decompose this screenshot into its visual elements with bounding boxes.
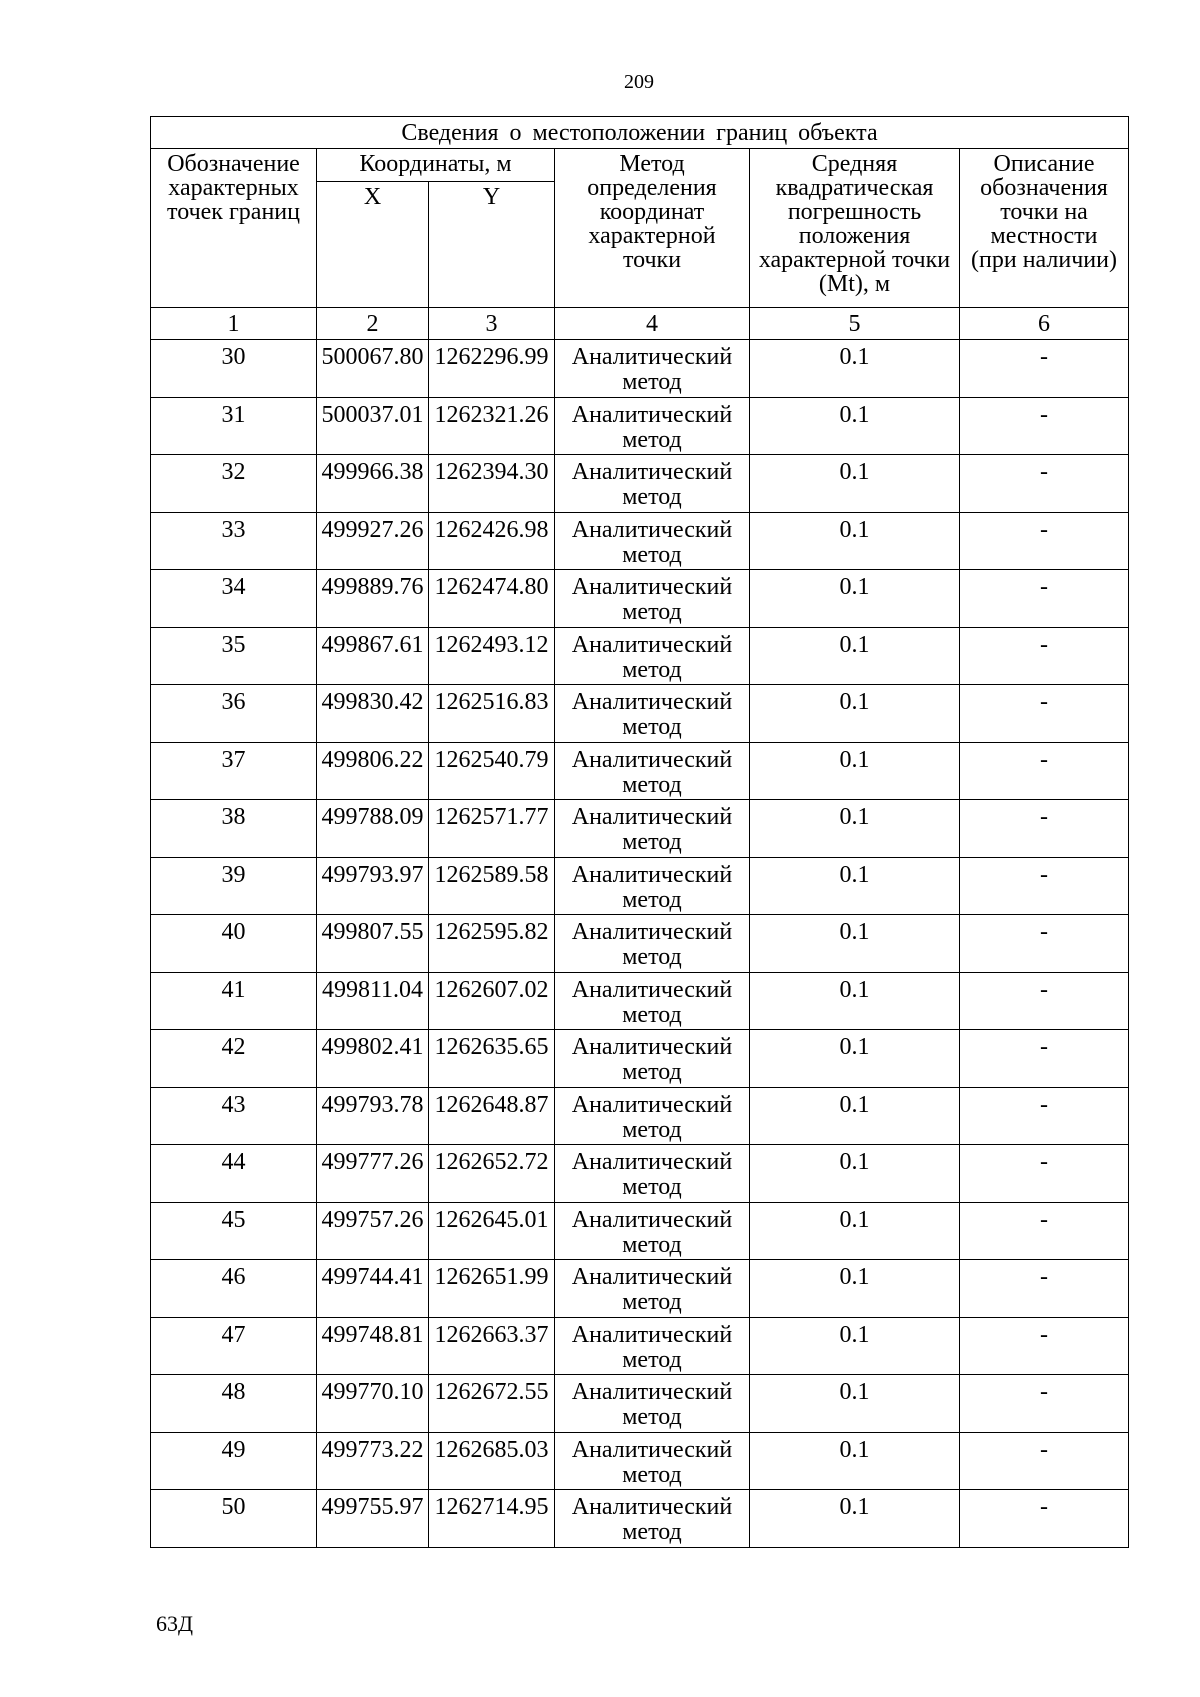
header-mean-square-error: Средняя квадратическая погрешность положения характерной точки (Mt), м bbox=[750, 149, 960, 308]
column-number: 3 bbox=[429, 308, 555, 340]
column-number: 2 bbox=[317, 308, 429, 340]
cell-description: - bbox=[960, 1087, 1129, 1145]
cell-mt: 0.1 bbox=[750, 340, 960, 398]
cell-y: 1262321.26 bbox=[429, 397, 555, 455]
cell-point: 34 bbox=[151, 570, 317, 628]
cell-method: Аналитический метод bbox=[555, 1145, 750, 1203]
footer-code: 63Д bbox=[156, 1611, 194, 1636]
table-row bbox=[151, 1490, 1129, 1548]
cell-method: Аналитический метод bbox=[555, 1260, 750, 1318]
cell-x: 499966.38 bbox=[317, 455, 429, 513]
cell-point: 31 bbox=[151, 397, 317, 455]
cell-y: 1262296.99 bbox=[429, 340, 555, 398]
cell-mt: 0.1 bbox=[750, 915, 960, 973]
table-row bbox=[151, 800, 1129, 858]
page-number: 209 bbox=[624, 71, 654, 93]
cell-description: - bbox=[960, 1432, 1129, 1490]
cell-mt: 0.1 bbox=[750, 512, 960, 570]
column-number: 5 bbox=[750, 308, 960, 340]
cell-x: 499773.22 bbox=[317, 1432, 429, 1490]
cell-x: 500037.01 bbox=[317, 397, 429, 455]
cell-x: 500067.80 bbox=[317, 340, 429, 398]
cell-mt: 0.1 bbox=[750, 1202, 960, 1260]
table-row bbox=[151, 1317, 1129, 1375]
cell-method: Аналитический метод bbox=[555, 857, 750, 915]
cell-y: 1262595.82 bbox=[429, 915, 555, 973]
cell-point: 35 bbox=[151, 627, 317, 685]
cell-y: 1262663.37 bbox=[429, 1317, 555, 1375]
cell-method: Аналитический метод bbox=[555, 455, 750, 513]
cell-point: 32 bbox=[151, 455, 317, 513]
table-row bbox=[151, 742, 1129, 800]
cell-y: 1262635.65 bbox=[429, 1030, 555, 1088]
cell-mt: 0.1 bbox=[750, 742, 960, 800]
cell-y: 1262516.83 bbox=[429, 685, 555, 743]
table-row bbox=[151, 915, 1129, 973]
cell-method: Аналитический метод bbox=[555, 570, 750, 628]
table-row bbox=[151, 857, 1129, 915]
table-row bbox=[151, 1145, 1129, 1203]
cell-y: 1262571.77 bbox=[429, 800, 555, 858]
cell-mt: 0.1 bbox=[750, 857, 960, 915]
header-x: X bbox=[317, 182, 429, 308]
column-number: 4 bbox=[555, 308, 750, 340]
column-number: 6 bbox=[960, 308, 1129, 340]
cell-description: - bbox=[960, 397, 1129, 455]
cell-y: 1262672.55 bbox=[429, 1375, 555, 1433]
cell-x: 499793.97 bbox=[317, 857, 429, 915]
cell-mt: 0.1 bbox=[750, 1432, 960, 1490]
table-header bbox=[151, 117, 1129, 340]
table-row bbox=[151, 972, 1129, 1030]
cell-y: 1262394.30 bbox=[429, 455, 555, 513]
cell-x: 499777.26 bbox=[317, 1145, 429, 1203]
cell-method: Аналитический метод bbox=[555, 742, 750, 800]
cell-point: 45 bbox=[151, 1202, 317, 1260]
table-row bbox=[151, 627, 1129, 685]
cell-method: Аналитический метод bbox=[555, 627, 750, 685]
cell-x: 499744.41 bbox=[317, 1260, 429, 1318]
cell-method: Аналитический метод bbox=[555, 800, 750, 858]
cell-y: 1262652.72 bbox=[429, 1145, 555, 1203]
cell-point: 48 bbox=[151, 1375, 317, 1433]
cell-description: - bbox=[960, 915, 1129, 973]
table-title-row bbox=[151, 117, 1129, 149]
cell-x: 499788.09 bbox=[317, 800, 429, 858]
cell-description: - bbox=[960, 1375, 1129, 1433]
cell-y: 1262474.80 bbox=[429, 570, 555, 628]
cell-description: - bbox=[960, 1202, 1129, 1260]
cell-y: 1262540.79 bbox=[429, 742, 555, 800]
table-row bbox=[151, 1030, 1129, 1088]
cell-method: Аналитический метод bbox=[555, 972, 750, 1030]
column-number: 1 bbox=[151, 308, 317, 340]
cell-method: Аналитический метод bbox=[555, 1490, 750, 1548]
cell-y: 1262589.58 bbox=[429, 857, 555, 915]
cell-y: 1262714.95 bbox=[429, 1490, 555, 1548]
cell-mt: 0.1 bbox=[750, 1375, 960, 1433]
cell-method: Аналитический метод bbox=[555, 340, 750, 398]
cell-point: 42 bbox=[151, 1030, 317, 1088]
cell-point: 49 bbox=[151, 1432, 317, 1490]
header-point-designation: Обозначение характерных точек границ bbox=[151, 149, 317, 308]
cell-method: Аналитический метод bbox=[555, 1432, 750, 1490]
cell-description: - bbox=[960, 1490, 1129, 1548]
cell-point: 50 bbox=[151, 1490, 317, 1548]
cell-description: - bbox=[960, 1317, 1129, 1375]
cell-x: 499811.04 bbox=[317, 972, 429, 1030]
cell-point: 30 bbox=[151, 340, 317, 398]
cell-method: Аналитический метод bbox=[555, 397, 750, 455]
cell-x: 499755.97 bbox=[317, 1490, 429, 1548]
cell-description: - bbox=[960, 742, 1129, 800]
table-row bbox=[151, 1260, 1129, 1318]
cell-y: 1262645.01 bbox=[429, 1202, 555, 1260]
table-body bbox=[151, 340, 1129, 1548]
header-coordinates: Координаты, м bbox=[317, 149, 555, 182]
cell-y: 1262493.12 bbox=[429, 627, 555, 685]
column-number-row bbox=[151, 308, 1129, 340]
cell-x: 499807.55 bbox=[317, 915, 429, 973]
table-title: Сведения о местоположении границ объекта bbox=[151, 117, 1129, 149]
cell-description: - bbox=[960, 1260, 1129, 1318]
cell-y: 1262685.03 bbox=[429, 1432, 555, 1490]
cell-point: 38 bbox=[151, 800, 317, 858]
cell-x: 499757.26 bbox=[317, 1202, 429, 1260]
cell-method: Аналитический метод bbox=[555, 1317, 750, 1375]
cell-x: 499748.81 bbox=[317, 1317, 429, 1375]
cell-method: Аналитический метод bbox=[555, 1087, 750, 1145]
header-row bbox=[151, 149, 1129, 182]
cell-mt: 0.1 bbox=[750, 1490, 960, 1548]
table-row bbox=[151, 1375, 1129, 1433]
table-row bbox=[151, 685, 1129, 743]
header-y: Y bbox=[429, 182, 555, 308]
cell-point: 44 bbox=[151, 1145, 317, 1203]
cell-mt: 0.1 bbox=[750, 627, 960, 685]
cell-method: Аналитический метод bbox=[555, 685, 750, 743]
cell-x: 499793.78 bbox=[317, 1087, 429, 1145]
table-row bbox=[151, 1432, 1129, 1490]
cell-x: 499867.61 bbox=[317, 627, 429, 685]
table-row bbox=[151, 397, 1129, 455]
cell-description: - bbox=[960, 972, 1129, 1030]
cell-point: 46 bbox=[151, 1260, 317, 1318]
cell-method: Аналитический метод bbox=[555, 915, 750, 973]
cell-y: 1262651.99 bbox=[429, 1260, 555, 1318]
cell-point: 47 bbox=[151, 1317, 317, 1375]
cell-point: 40 bbox=[151, 915, 317, 973]
cell-point: 33 bbox=[151, 512, 317, 570]
table-row bbox=[151, 1087, 1129, 1145]
cell-point: 37 bbox=[151, 742, 317, 800]
header-method: Метод определения координат характерной точки bbox=[555, 149, 750, 308]
cell-mt: 0.1 bbox=[750, 455, 960, 513]
cell-mt: 0.1 bbox=[750, 800, 960, 858]
cell-x: 499927.26 bbox=[317, 512, 429, 570]
cell-y: 1262426.98 bbox=[429, 512, 555, 570]
cell-y: 1262648.87 bbox=[429, 1087, 555, 1145]
table-row bbox=[151, 512, 1129, 570]
table-row bbox=[151, 1202, 1129, 1260]
cell-mt: 0.1 bbox=[750, 972, 960, 1030]
cell-description: - bbox=[960, 455, 1129, 513]
cell-description: - bbox=[960, 1145, 1129, 1203]
table-row bbox=[151, 340, 1129, 398]
cell-mt: 0.1 bbox=[750, 570, 960, 628]
cell-method: Аналитический метод bbox=[555, 1030, 750, 1088]
cell-point: 36 bbox=[151, 685, 317, 743]
cell-mt: 0.1 bbox=[750, 1317, 960, 1375]
cell-mt: 0.1 bbox=[750, 397, 960, 455]
cell-x: 499889.76 bbox=[317, 570, 429, 628]
cell-mt: 0.1 bbox=[750, 1145, 960, 1203]
cell-point: 43 bbox=[151, 1087, 317, 1145]
boundary-coordinates-table bbox=[150, 116, 1129, 1548]
cell-method: Аналитический метод bbox=[555, 512, 750, 570]
cell-method: Аналитический метод bbox=[555, 1375, 750, 1433]
cell-mt: 0.1 bbox=[750, 685, 960, 743]
table-row bbox=[151, 570, 1129, 628]
cell-x: 499770.10 bbox=[317, 1375, 429, 1433]
cell-y: 1262607.02 bbox=[429, 972, 555, 1030]
cell-description: - bbox=[960, 627, 1129, 685]
cell-mt: 0.1 bbox=[750, 1260, 960, 1318]
cell-x: 499806.22 bbox=[317, 742, 429, 800]
table-row bbox=[151, 455, 1129, 513]
cell-description: - bbox=[960, 800, 1129, 858]
cell-point: 39 bbox=[151, 857, 317, 915]
cell-x: 499802.41 bbox=[317, 1030, 429, 1088]
cell-mt: 0.1 bbox=[750, 1087, 960, 1145]
cell-x: 499830.42 bbox=[317, 685, 429, 743]
cell-description: - bbox=[960, 1030, 1129, 1088]
header-description: Описание обозначения точки на местности (при наличии) bbox=[960, 149, 1129, 308]
cell-method: Аналитический метод bbox=[555, 1202, 750, 1260]
cell-description: - bbox=[960, 857, 1129, 915]
cell-mt: 0.1 bbox=[750, 1030, 960, 1088]
cell-description: - bbox=[960, 685, 1129, 743]
cell-description: - bbox=[960, 340, 1129, 398]
cell-point: 41 bbox=[151, 972, 317, 1030]
cell-description: - bbox=[960, 570, 1129, 628]
cell-description: - bbox=[960, 512, 1129, 570]
